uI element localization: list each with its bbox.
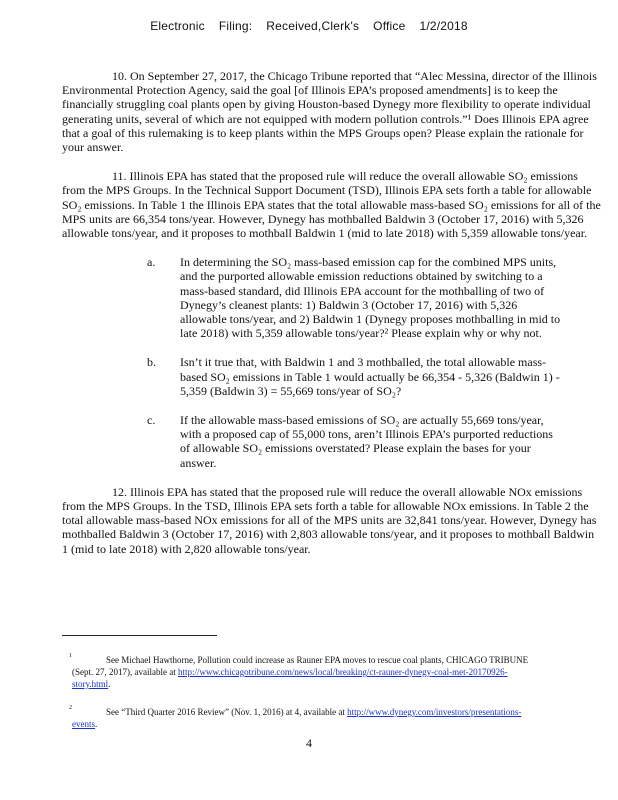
paragraph-11: 11. Illinois EPA has stated that the proposed rule will reduce the overall allowable SO₂ emissions from the MPS Groups. In the Technical Support Document (TSD), Illinois EPA sets forth a table for allowable SO₂ emissions. In Table 1 the Illinois EPA states that the total allowable mass-based SO₂ emissions for all of the MPS units are 66,354 tons/year. However, Dynegy has mothballed Baldwin 3 (October 17, 2016) with 5,326 allowable tons/year, and it proposes to mothball Baldwin 1 (mid to late 2018) with 5,359 allowable tons/year. [62, 169, 601, 241]
header-part: Filing: [218, 19, 253, 33]
footnote-marker: 2 [69, 705, 72, 711]
header-part: 1/2/2018 [419, 19, 468, 33]
footnote-1 [69, 653, 542, 690]
footnotes [69, 653, 542, 746]
page-number: 4 [306, 736, 312, 750]
footnote-end: . [95, 719, 98, 729]
footnote-text: See Michael Hawthorne, Pollution could increase as Rauner EPA moves to rescue coal plants, CHICAGO TRIBUNE (Sept. 27, 2017), available at [72, 655, 529, 677]
subitem-b [147, 355, 562, 398]
header-part: Received,Clerk's [266, 19, 360, 33]
filing-header [0, 19, 618, 33]
footnote-text: See “Third Quarter 2016 Review” (Nov. 1, 2016) at 4, available at [106, 707, 345, 717]
footnote-2 [69, 705, 542, 730]
subitem-text: Isn’t it true that, with Baldwin 1 and 3 mothballed, the total allowable mass-based SO₂ emissions in Table 1 would actually be 66,354 - 5,326 (Baldwin 1) - 5,359 (Baldwin 3) = 55,669 tons/year of SO₂? [180, 355, 560, 398]
subitem-text: If the allowable mass-based emissions of SO₂ are actually 55,669 tons/year, with a proposed cap of 55,000 tons, aren’t Illinois EPA’s purported reductions of allowable SO₂ emissions overstated? Please explain the bases for your answer. [180, 413, 553, 470]
header-part: Office [373, 19, 406, 33]
footnote-end: . [108, 679, 111, 689]
subitem-label: c. [147, 413, 156, 428]
footnote-link[interactable]: http://www.dynegy.com/investors/presentations-events [72, 707, 522, 729]
subitem-label: a. [147, 255, 156, 270]
paragraph-10: 10. On September 27, 2017, the Chicago Tribune reported that “Alec Messina, director of the Illinois Environmental Protection Agency, said the goal [of Illinois EPA’s proposed amendments] is to keep the financially struggling coal plants open by giving Houston-based Dynegy more flexibility to operate individual generating units, several of which are not equipped with modern pollution controls.”¹ Does Illinois EPA agree that a goal of this rulemaking is to keep plants within the MPS Groups open? Please explain the rationale for your answer. [62, 69, 597, 155]
footnote-link[interactable]: http://www.chicagotribune.com/news/local/breaking/ct-rauner-dynegy-coal-met-20170926-story.html [72, 667, 508, 689]
footnote-marker: 1 [69, 653, 72, 659]
subitem-c [147, 413, 562, 470]
header-part: Electronic [150, 19, 205, 33]
document-body [62, 69, 602, 571]
subitem-label: b. [147, 355, 156, 370]
subitem-text: In determining the SO₂ mass-based emission cap for the combined MPS units, and the purported allowable emission reductions obtained by switching to a mass-based standard, did Illinois EPA account for the mothballing of two of Dynegy’s cleanest plants: 1) Baldwin 3 (October 17, 2016) with 5,326 allowable tons/year, and 2) Baldwin 1 (Dynegy proposes mothballing in mid to late 2018) with 5,359 allowable tons/year?² Please explain why or why not. [180, 255, 561, 341]
subitem-a [147, 255, 562, 341]
footnote-divider [62, 635, 217, 636]
paragraph-12: 12. Illinois EPA has stated that the proposed rule will reduce the overall allowable NOx emissions from the MPS Groups. In the TSD, Illinois EPA sets forth a table for allowable NOx emissions. In Table 2 the total allowable mass-based NOx emissions for all of the MPS units are 32,841 tons/year. However, Dynegy has mothballed Baldwin 3 (October 17, 2016) with 2,803 allowable tons/year, and it proposes to mothball Baldwin 1 (mid to late 2018) with 2,820 allowable tons/year. [62, 484, 597, 556]
